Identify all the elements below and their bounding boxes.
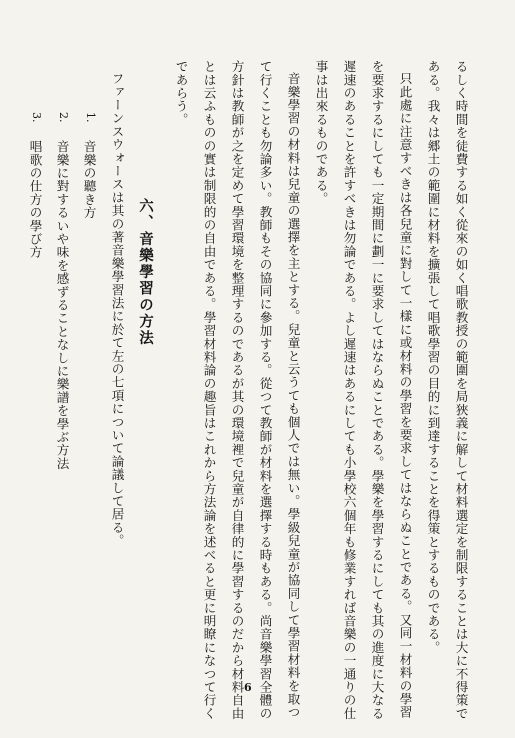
text-column-3: 只此處に注意すべきは各兒童に對して一樣に或材料の學習を要求してはならぬことである。又同一材料の學習 bbox=[397, 72, 413, 719]
list-item-text: 音樂に對するいや味を感ずることなしに樂譜を學ぶ方法 bbox=[54, 140, 70, 470]
text-column-11: であらう。 bbox=[173, 60, 189, 126]
text-column-6: 事は出來るものである。 bbox=[313, 60, 329, 206]
list-item-text: 唱歌の仕方の學び方 bbox=[27, 140, 43, 259]
page-number: 6 bbox=[244, 681, 252, 694]
text-column-1: るしく時間を徒費する如く從來の如く唱歌教授の範圍を局狹義に解して材料選定を制限することは大に不得策で bbox=[453, 60, 469, 720]
section-heading: 六、音樂學習の方法 bbox=[137, 198, 153, 347]
list-item-number: 1. bbox=[84, 112, 97, 123]
text-column-10: とは云ふものの實は制限的の自由である。學習材料論の趣旨はこれから方法論を述べると更に明瞭になつて行く bbox=[201, 60, 217, 720]
text-column-9: 方針は教師が之を定めて學習環境を整理するのであるが其の環境裡で兒童が自律的に學習するのだから材料自由 bbox=[229, 60, 245, 720]
list-item-text: 音樂の聽き方 bbox=[81, 140, 97, 220]
list-item-number: 2. bbox=[57, 112, 70, 123]
intro-paragraph: ファーンスウォースは其の著音樂學習法に於て左の七項について論議して居る。 bbox=[109, 72, 125, 548]
text-column-4: を要求するにしても一定期間に劃一に要求してはならぬことである。學樂を學習するにしても其の進度に大なる bbox=[369, 60, 385, 720]
list-item-number: 3. bbox=[30, 112, 43, 123]
text-column-5: 遲速のあることを許すべきは勿論である。よし遲速はあるにしても小學校六個年も修業すれば音樂の一通りの仕 bbox=[341, 60, 357, 720]
text-column-2: ある。我々は郷土の範圍に材料を擴張して唱歌學習の目的に到達することを得策とするものである。 bbox=[425, 60, 441, 654]
text-column-8: て行くことも勿論多い。教師もその協同に參加する。從つて教師が材料を選擇する時もある。尚音樂學習全體の bbox=[257, 60, 273, 720]
text-column-7: 音樂學習の材料は兒童の選擇を主とする。兒童と云うても個人では無い。學級兒童が協同して學習材料を取つ bbox=[285, 72, 301, 719]
